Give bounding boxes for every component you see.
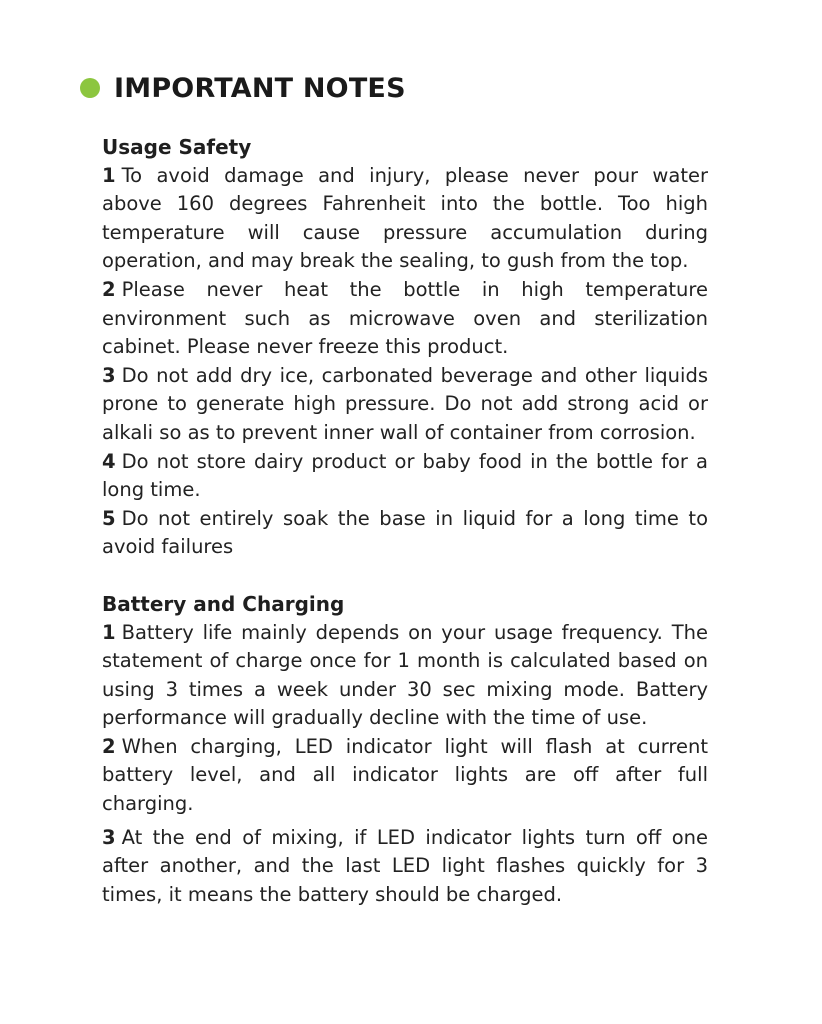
item-text: Do not add dry ice, carbonated beverage and other liquids prone to generate high pressure. Do not add strong acid or alkali so as to prevent inner wall of container from corrosion. bbox=[102, 363, 708, 444]
item-number: 3 bbox=[102, 363, 116, 387]
list-item bbox=[102, 505, 708, 562]
notes-content bbox=[102, 133, 708, 909]
section-battery-charging bbox=[102, 590, 708, 910]
item-number: 5 bbox=[102, 506, 116, 530]
item-text: Please never heat the bottle in high temperature environment such as microwave oven and sterilization cabinet. Please never freeze this product. bbox=[102, 277, 708, 359]
item-number: 2 bbox=[102, 734, 116, 758]
item-number: 1 bbox=[102, 163, 116, 187]
section-heading: Battery and Charging bbox=[102, 591, 345, 616]
list-item bbox=[102, 824, 708, 910]
item-text: Battery life mainly depends on your usage frequency. The statement of charge once for 1 month is calculated based on using 3 times a week under 30 sec mixing mode. Battery performance will gradually decline with the time of use. bbox=[102, 620, 708, 730]
list-item bbox=[102, 362, 708, 448]
header bbox=[80, 68, 406, 108]
item-number: 1 bbox=[102, 620, 116, 644]
item-text: When charging, LED indicator light will flash at current battery level, and all indicator lights are off after full charging. bbox=[102, 734, 708, 816]
green-dot-icon bbox=[80, 78, 100, 98]
list-item bbox=[102, 733, 708, 819]
item-number: 2 bbox=[102, 277, 116, 301]
item-number: 3 bbox=[102, 825, 116, 849]
list-item bbox=[102, 619, 708, 733]
item-text: Do not entirely soak the base in liquid for a long time to avoid failures bbox=[102, 506, 708, 559]
page-title: IMPORTANT NOTES bbox=[114, 72, 406, 104]
list-item bbox=[102, 448, 708, 505]
item-text: To avoid damage and injury, please never pour water above 160 degrees Fahrenheit into the bottle. Too high temperature will cause pressure accumulation during operation, and may break the sealing, to gush from the top. bbox=[102, 163, 708, 273]
section-usage-safety bbox=[102, 133, 708, 562]
item-number: 4 bbox=[102, 449, 116, 473]
list-item bbox=[102, 276, 708, 362]
section-heading: Usage Safety bbox=[102, 135, 252, 159]
item-text: Do not store dairy product or baby food in the bottle for a long time. bbox=[102, 449, 708, 502]
list-item bbox=[102, 162, 708, 276]
item-text: At the end of mixing, if LED indicator lights turn off one after another, and the last LED light flashes quickly for 3 times, it means the battery should be charged. bbox=[102, 825, 708, 906]
